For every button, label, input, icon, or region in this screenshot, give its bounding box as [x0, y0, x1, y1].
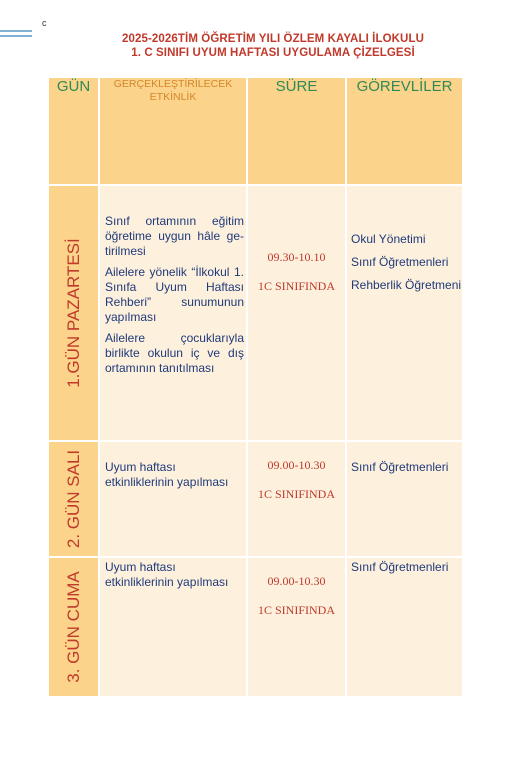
document-title: 2025-2026TİM ÖĞRETİM YILI ÖZLEM KAYALI İLOKULU	[122, 33, 424, 45]
staff-item: Sınıf Öğretmenleri	[351, 255, 449, 269]
document-subtitle: 1. C SINIFI UYUM HAFTASI UYGULAMA ÇİZELGESİ	[131, 47, 415, 59]
activity-item: Uyum haftası etkinliklerinin yapılması	[105, 560, 229, 589]
table-row	[48, 185, 463, 441]
time-range: 09.00-10.30	[267, 574, 326, 588]
day-label: 2. GÜN SALI	[63, 449, 83, 549]
location-text: 1C SINIFINDA	[257, 279, 335, 293]
location-text: 1C SINIFINDA	[257, 603, 335, 617]
staff-cell	[346, 441, 463, 557]
activity-item: Sınıf ortamının eğitim öğretime uygun hâle ge- tirilmesi	[105, 214, 244, 258]
day-label: 3. GÜN CUMA	[63, 571, 83, 683]
activity-cell	[99, 557, 247, 697]
time-range: 09.30-10.10	[267, 250, 326, 264]
staff-item: Okul Yönetimi	[351, 232, 426, 246]
duration-cell	[247, 185, 346, 441]
staff-cell	[346, 185, 463, 441]
activity-item: Ailelere yönelik “İlkokul 1. Sınıfa Uyum Haftası Rehberi” sunumunun yapılması	[105, 265, 244, 324]
staff-item: Sınıf Öğretmenleri	[351, 560, 449, 574]
day-cell	[48, 557, 99, 697]
header-duration: SÜRE	[247, 77, 346, 185]
staff-cell	[346, 557, 463, 697]
activity-item: Uyum haftası etkinliklerinin yapılması	[105, 460, 229, 489]
header-day: GÜN	[48, 77, 99, 185]
table-row	[48, 557, 463, 697]
location-text: 1C SINIFINDA	[257, 487, 335, 501]
header-staff: GÖREVLİLER	[346, 77, 463, 185]
staff-item: Sınıf Öğretmenleri	[351, 460, 449, 474]
duration-cell	[247, 441, 346, 557]
header-activity: GERÇEKLEŞTİRİLECEK ETKİNLİK	[99, 77, 247, 185]
corner-mark: c	[42, 18, 47, 28]
activity-cell	[99, 185, 247, 441]
header-row	[48, 77, 463, 185]
duration-cell	[247, 557, 346, 697]
activity-item: Ailelere çocuklarıyla birlikte okulun iç ve dış ortamının tanıtılması	[105, 331, 244, 375]
day-cell	[48, 185, 99, 441]
activity-cell	[99, 441, 247, 557]
schedule-table	[47, 76, 464, 698]
time-range: 09.00-10.30	[267, 458, 326, 472]
staff-item: Rehberlik Öğretmeni	[351, 278, 462, 292]
corner-decoration	[0, 30, 32, 40]
day-label: 1.GÜN PAZARTESİ	[63, 238, 83, 388]
day-cell	[48, 441, 99, 557]
table-row	[48, 441, 463, 557]
